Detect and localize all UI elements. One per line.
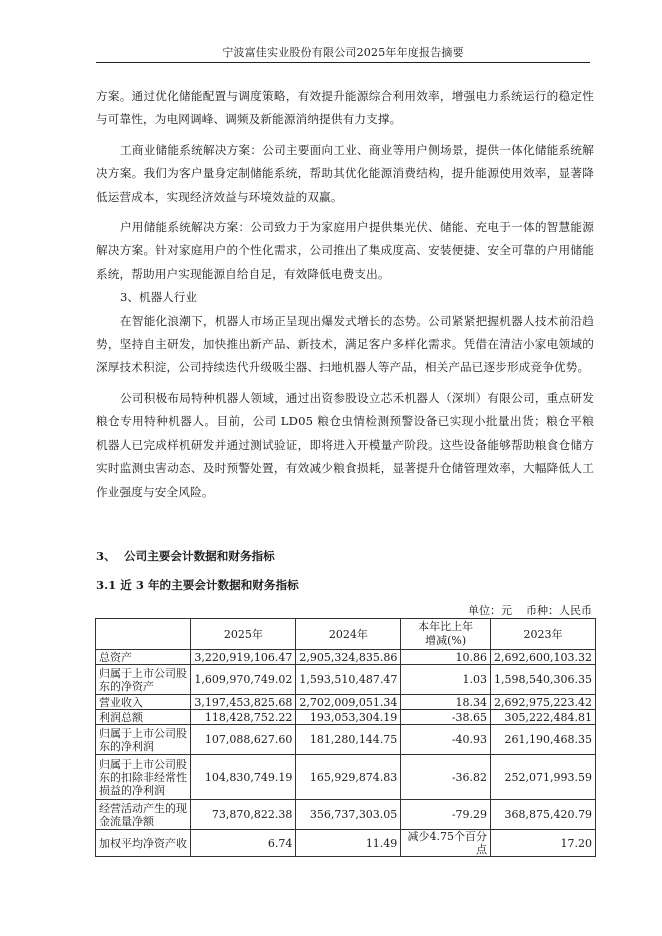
paragraph-special-robots: 公司积极布局特种机器人领域，通过出资参股设立芯禾机器人（深圳）有限公司，重点研发粮仓专用特种机器人。目前，公司 LD05 粮仓虫情检测预警设备已实现小批量出货；粮仓平粮机器人已完成样机研发并通过测试验证，即将进入开模量产阶段。这些设备能够帮助粮食仓储方实时监测虫害动态、及时预警处置，有效减少粮食损耗，显著提升仓储管理效率，大幅降低人工作业强度与安全风险。: [96, 390, 594, 499]
cell-2024: 2,905,324,835.86: [296, 650, 401, 665]
header-2025: 2025年: [191, 619, 296, 650]
row-label: 利润总额: [96, 710, 191, 725]
cell-2024: 1,593,510,487.47: [296, 665, 401, 695]
table-header-row: [96, 619, 596, 650]
paragraph-energy-storage-end: 方案。通过优化储能配置与调度策略，有效提升能源综合利用效率，增强电力系统运行的稳定性与可靠性，为电网调峰、调频及新能源消纳提供有力支撑。: [96, 89, 594, 127]
cell-2023: 305,222,484.81: [491, 710, 596, 725]
section-number: 3、: [96, 549, 116, 563]
table-row: [96, 665, 596, 695]
body-text: [96, 85, 594, 504]
header-2023: 2023年: [491, 619, 596, 650]
cell-change: -36.82: [401, 755, 491, 800]
cell-2025: 73,870,822.38: [191, 800, 296, 830]
row-label: 总资产: [96, 650, 191, 665]
cell-2023: 1,598,540,306.35: [491, 665, 596, 695]
cell-change: 1.03: [401, 665, 491, 695]
cell-change: 18.34: [401, 695, 491, 710]
cell-2024: 165,929,874.83: [296, 755, 401, 800]
paragraph-robot-market: 在智能化浪潮下，机器人市场正呈现出爆发式增长的态势。公司紧紧把握机器人技术前沿趋势，坚持自主研发，加快推出新产品、新技术，满足客户多样化需求。凭借在清洁小家电领域的深厚技术积淀，公司持续迭代升级吸尘器、扫地机器人等产品，相关产品已逐步形成竞争优势。: [96, 313, 594, 375]
row-label: 加权平均净资产收: [96, 830, 191, 857]
header-divider: [96, 62, 590, 63]
cell-2024: 181,280,144.75: [296, 725, 401, 755]
cell-2023: 252,071,993.59: [491, 755, 596, 800]
cell-2025: 6.74: [191, 830, 296, 857]
table-row: [96, 710, 596, 725]
financial-data-table: [95, 618, 596, 857]
cell-2023: 2,692,975,223.42: [491, 695, 596, 710]
cell-change: -79.29: [401, 800, 491, 830]
cell-2025: 1,609,970,749.02: [191, 665, 296, 695]
section-title-text: 公司主要会计数据和财务指标: [124, 549, 275, 563]
cell-2024: 11.49: [296, 830, 401, 857]
header-cell-blank: [96, 619, 191, 650]
paragraph-commercial-storage: 工商业储能系统解决方案：公司主要面向工业、商业等用户侧场景，提供一体化储能系统解决方案。我们为客户量身定制储能系统，帮助其优化能源消费结构，提升能源使用效率，显著降低运营成本，实现经济效益与环境效益的双赢。: [96, 142, 594, 204]
cell-change: -38.65: [401, 710, 491, 725]
table-row: [96, 755, 596, 800]
unit-label: 单位：元: [468, 604, 512, 617]
cell-2025: 3,220,919,106.47: [191, 650, 296, 665]
row-label: 归属于上市公司股东的扣除非经常性损益的净利润: [96, 755, 191, 800]
currency-label: 币种：人民币: [526, 604, 592, 617]
subsection-title: 3.1 近 3 年的主要会计数据和财务指标: [96, 578, 299, 592]
table-row: [96, 725, 596, 755]
cell-2024: 356,737,303.05: [296, 800, 401, 830]
unit-note: [454, 602, 592, 618]
cell-2023: 368,875,420.79: [491, 800, 596, 830]
header-2024: 2024年: [296, 619, 401, 650]
section-title: [96, 548, 275, 564]
cell-change: 10.86: [401, 650, 491, 665]
row-label: 营业收入: [96, 695, 191, 710]
cell-2025: 104,830,749.19: [191, 755, 296, 800]
robot-industry-heading: 3、机器人行业: [120, 290, 197, 305]
cell-2024: 2,702,009,051.34: [296, 695, 401, 710]
cell-2025: 107,088,627.60: [191, 725, 296, 755]
table-row: [96, 650, 596, 665]
row-label: 经营活动产生的现金流量净额: [96, 800, 191, 830]
row-label: 归属于上市公司股东的净资产: [96, 665, 191, 695]
table-row: [96, 830, 596, 857]
cell-2023: 2,692,600,103.32: [491, 650, 596, 665]
table-row: [96, 800, 596, 830]
row-label: 归属于上市公司股东的净利润: [96, 725, 191, 755]
cell-change: -40.93: [401, 725, 491, 755]
cell-2025: 118,428,752.22: [191, 710, 296, 725]
cell-2024: 193,053,304.19: [296, 710, 401, 725]
cell-2023: 261,190,468.35: [491, 725, 596, 755]
cell-2023: 17.20: [491, 830, 596, 857]
header-change: 本年比上年 增减(%): [401, 619, 491, 650]
table-row: [96, 695, 596, 710]
cell-2025: 3,197,453,825.68: [191, 695, 296, 710]
cell-change: 减少4.75个百分点: [401, 830, 491, 857]
paragraph-household-storage: 户用储能系统解决方案：公司致力于为家庭用户提供集光伏、储能、充电于一体的智慧能源解决方案。针对家庭用户的个性化需求，公司推出了集成度高、安装便捷、安全可靠的户用储能系统，帮助用户实现能源自给自足，有效降低电费支出。: [96, 220, 594, 281]
report-header: 宁波富佳实业股份有限公司2025年年度报告摘要: [222, 46, 464, 59]
